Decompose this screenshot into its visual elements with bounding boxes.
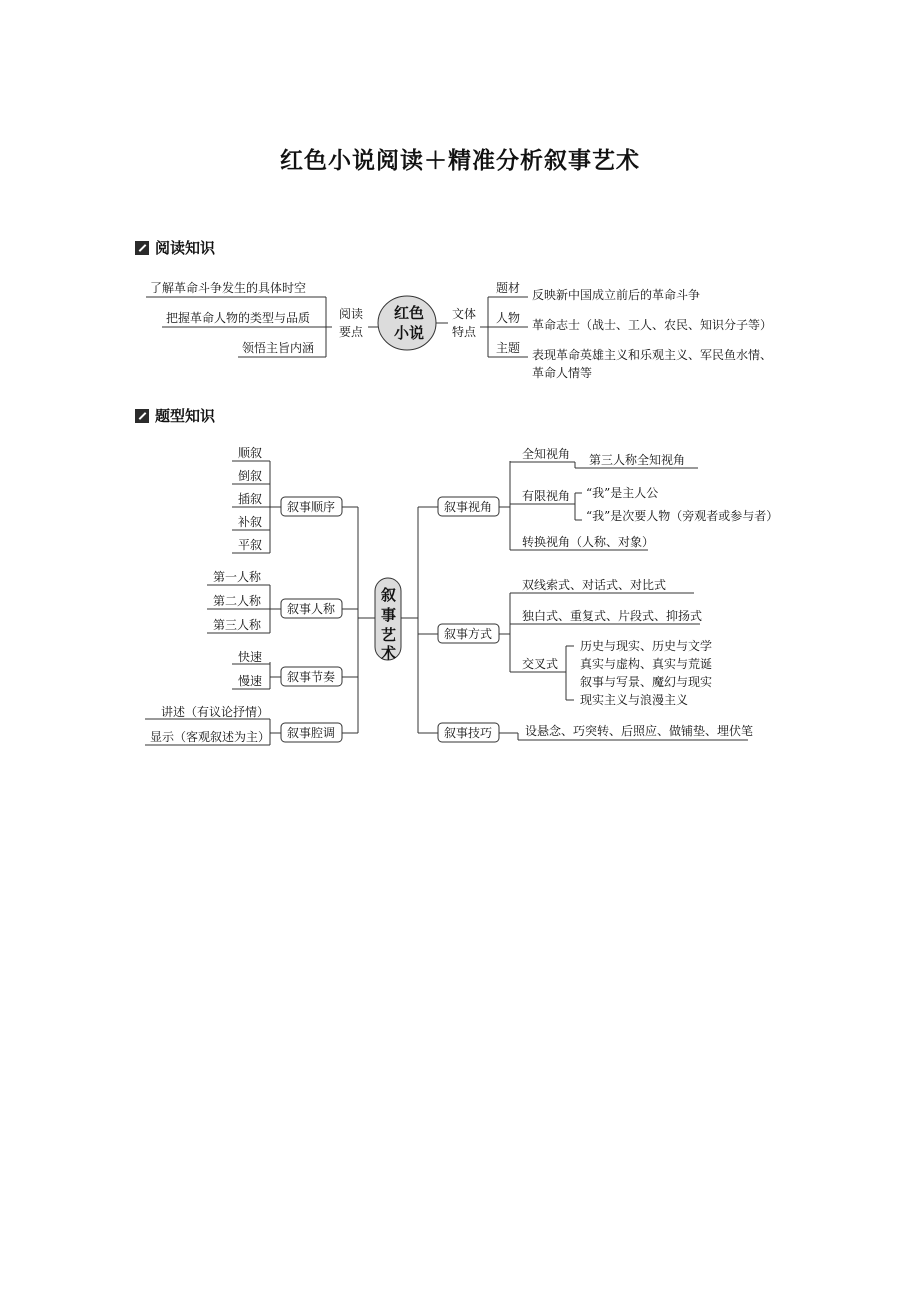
leaf: 顺叙	[238, 446, 263, 460]
node-label: 叙事节奏	[287, 670, 336, 684]
leaf: 补叙	[238, 515, 263, 529]
node-label: 叙事技巧	[444, 726, 493, 740]
leaf: 插叙	[238, 492, 263, 506]
section-heading-label: 阅读知识	[155, 239, 216, 257]
center-line: 小说	[394, 324, 425, 342]
node-label: 叙事视角	[444, 500, 493, 514]
right-text: 革命人情等	[532, 366, 593, 380]
leaf: 第一人称	[213, 570, 262, 584]
right-label: 题材	[496, 281, 521, 295]
center-line: 红色	[394, 304, 425, 322]
right-hub-line: 文体	[452, 307, 477, 321]
leaf: 慢速	[238, 674, 263, 688]
leaf: 第三人称全知视角	[589, 453, 686, 467]
center-char: 术	[381, 644, 397, 662]
center-char: 叙	[381, 586, 397, 604]
left-hub-line: 阅读	[339, 307, 364, 321]
leaf: 快速	[238, 650, 263, 664]
sub-node: 有限视角	[522, 489, 571, 503]
right-text: 表现革命英雄主义和乐观主义、军民鱼水情、	[532, 348, 773, 362]
right-text: 革命志士（战士、工人、农民、知识分子等）	[532, 318, 773, 332]
sub-node: 交叉式	[522, 657, 559, 671]
leaf: 第二人称	[213, 594, 262, 608]
left-item: 把握革命人物的类型与品质	[166, 311, 311, 325]
leaf: 倒叙	[238, 469, 263, 483]
center-char: 事	[381, 606, 397, 624]
left-item: 领悟主旨内涵	[242, 341, 315, 355]
section-heading-label: 题型知识	[155, 407, 216, 425]
node-label: 叙事人称	[287, 602, 336, 616]
leaf: 显示（客观叙述为主）	[150, 730, 271, 744]
left-item: 了解革命斗争发生的具体时空	[150, 281, 307, 295]
reading-knowledge-map	[146, 280, 772, 380]
node-label: 叙事腔调	[287, 726, 336, 740]
question-type-map	[145, 445, 778, 745]
page-title: 红色小说阅读＋精准分析叙事艺术	[280, 148, 640, 174]
right-label: 人物	[496, 311, 521, 325]
leaf: 平叙	[238, 538, 263, 552]
left-hub-line: 要点	[339, 325, 364, 339]
right-hub-line: 特点	[452, 325, 477, 339]
leaf: 真实与虚构、真实与荒诞	[580, 657, 713, 671]
sub-node: 转换视角（人称、对象）	[522, 535, 655, 549]
leaf: 讲述（有议论抒情）	[161, 705, 270, 719]
right-label: 主题	[496, 341, 521, 355]
leaf: 叙事与写景、魔幻与现实	[580, 675, 713, 689]
center-char: 艺	[381, 626, 397, 644]
node-label: 叙事方式	[444, 627, 493, 641]
sub-node: 全知视角	[522, 447, 571, 461]
leaf: 历史与现实、历史与文学	[580, 639, 713, 653]
leaf: “我”是次要人物（旁观者或参与者）	[586, 509, 779, 523]
leaf: 设悬念、巧突转、后照应、做铺垫、埋伏笔	[525, 724, 754, 738]
leaf: 第三人称	[213, 618, 262, 632]
right-text: 反映新中国成立前后的革命斗争	[532, 288, 701, 302]
leaf: 现实主义与浪漫主义	[580, 693, 689, 707]
sub-node: 独白式、重复式、片段式、抑扬式	[522, 609, 703, 623]
node-label: 叙事顺序	[287, 500, 336, 514]
leaf: “我”是主人公	[586, 486, 659, 500]
sub-node: 双线索式、对话式、对比式	[522, 578, 667, 592]
